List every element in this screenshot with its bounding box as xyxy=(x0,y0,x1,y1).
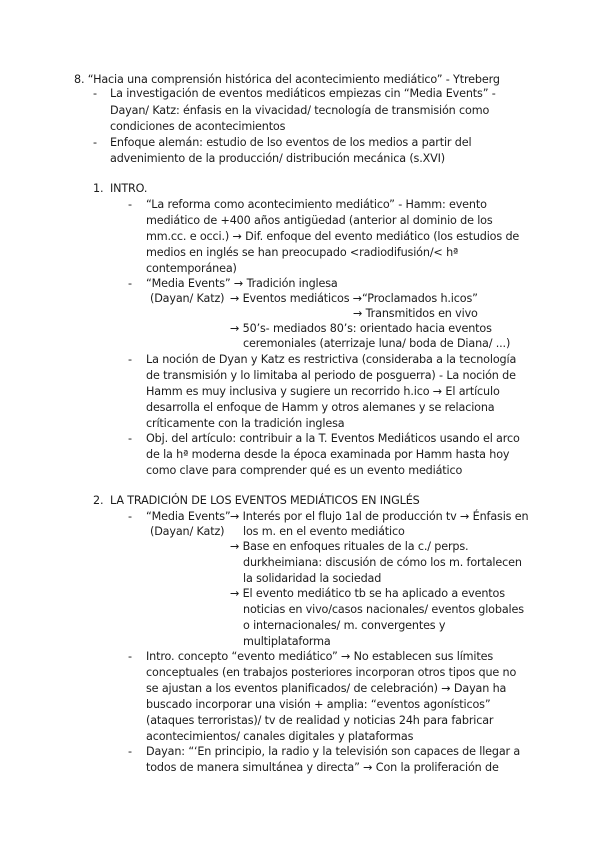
bullet-dash: - xyxy=(128,198,133,211)
s2-bullet-2-line: (ataques terroristas)/ tv de realidad y noticias 24h para fabricar xyxy=(146,714,494,727)
s2-bullet-2-line: conceptuales (en trabajos posteriores incorporan otros tipos que no xyxy=(146,666,517,679)
bullet-dash: - xyxy=(128,510,133,523)
section-2-title: LA TRADICIÓN DE LOS EVENTOS MEDIÁTICOS EN INGLÉS xyxy=(110,494,420,507)
bullet-dash: - xyxy=(128,277,133,290)
s2-bullet-3-line: Dayan: “‘En principio, la radio y la televisión son capaces de llegar a xyxy=(146,745,521,758)
bullet-dash: - xyxy=(93,136,98,149)
s1-bullet-3-line: La noción de Dyan y Katz es restrictiva (consideraba a la tecnología xyxy=(146,353,517,366)
bullet-dash: - xyxy=(128,353,133,366)
s1-bullet-4-line: Obj. del artículo: contribuir a la T. Eventos Mediáticos usando el arco xyxy=(146,432,520,445)
s2-arrow-3-line: noticias en vivo/casos nacionales/ eventos globales xyxy=(243,603,524,616)
s1-bullet-1-line: contemporánea) xyxy=(146,262,237,275)
s1-media-events-line: “Media Events” → Tradición inglesa xyxy=(146,277,338,290)
s2-bullet-2-line: se ajustan a los eventos planificados/ de celebración) → Dayan ha xyxy=(146,682,507,695)
bullet-dash: - xyxy=(128,745,133,758)
s1-bullet-3-line: Hamm es muy inclusiva y sugiere un recorrido h.ico → El artículo xyxy=(146,385,500,398)
s1-bullet-4-line: de la hª moderna desde la época examinada por Hamm hasta hoy xyxy=(146,448,510,461)
s2-arrow-3-line: multiplataforma xyxy=(243,635,331,648)
s2-arrow-2-line: durkheimiana: discusión de cómo los m. fortalecen xyxy=(243,556,522,569)
s1-bullet-1-line: medios en inglés se han preocupado <radiodifusión/< hª xyxy=(146,246,459,259)
s1-bullet-3-line: desarrolla el enfoque de Hamm y otros alemanes y se relaciona xyxy=(146,401,495,414)
s2-arrow-2-line: la solidaridad la sociedad xyxy=(243,572,382,585)
intro-bullet-1-line: La investigación de eventos mediáticos empiezas cin “Media Events” - xyxy=(110,87,496,100)
s1-transmitidos-line: → Transmitidos en vivo xyxy=(353,307,478,320)
s2-bullet-2-line: Intro. concepto “evento mediático” → No establecen sus límites xyxy=(146,650,494,663)
s1-bullet-1-line: mm.cc. e occi.) → Dif. enfoque del evento mediático (los estudios de xyxy=(146,230,520,243)
s2-bullet-3-line: todos de manera simultánea y directa” → Con la proliferación de xyxy=(146,761,499,774)
s1-50s-line: ceremoniales (aterrizaje luna/ boda de Diana/ ...) xyxy=(243,337,511,350)
document-heading: 8. “Hacia una comprensión histórica del acontecimiento mediático” - Ytreberg xyxy=(74,73,500,86)
section-1-title: INTRO. xyxy=(110,182,148,195)
s1-bullet-1-line: mediático de +400 años antigüedad (anterior al dominio de los xyxy=(146,214,493,227)
s2-arrow-1-line: → Interés por el flujo 1al de producción tv → Énfasis en xyxy=(230,510,529,523)
section-2-number: 2. xyxy=(93,494,104,507)
intro-bullet-1-line: condiciones de acontecimientos xyxy=(110,120,286,133)
section-1-number: 1. xyxy=(93,182,104,195)
intro-bullet-2-line: Enfoque alemán: estudio de lso eventos de los medios a partir del xyxy=(110,136,472,149)
s2-bullet-2-line: acontecimientos/ canales digitales y plataformas xyxy=(146,730,414,743)
s1-50s-line: → 50’s- mediados 80’s: orientado hacia eventos xyxy=(230,322,492,335)
s2-dayan-katz-label: (Dayan/ Katz) xyxy=(150,525,225,538)
bullet-dash: - xyxy=(128,650,133,663)
s2-arrow-2-line: → Base en enfoques rituales de la c./ perps. xyxy=(230,540,469,553)
s1-bullet-4-line: como clave para comprender qué es un evento mediático xyxy=(146,464,463,477)
s2-arrow-3-line: o internacionales/ m. convergentes y xyxy=(243,619,446,632)
s2-arrow-1-line: los m. en el evento mediático xyxy=(243,525,405,538)
bullet-dash: - xyxy=(128,432,133,445)
s1-eventos-mediaticos-line: → Eventos mediáticos →“Proclamados h.icos” xyxy=(230,292,478,305)
s2-arrow-3-line: → El evento mediático tb se ha aplicado a eventos xyxy=(230,587,505,600)
s2-media-events-label: “Media Events” xyxy=(146,510,231,523)
s1-bullet-1-line: “La reforma como acontecimiento mediático” - Hamm: evento xyxy=(146,198,487,211)
s1-bullet-3-line: críticamente con la tradición inglesa xyxy=(146,417,345,430)
s1-bullet-3-line: de transmisión y lo limitaba al periodo de posguerra) - La noción de xyxy=(146,369,516,382)
bullet-dash: - xyxy=(93,87,98,100)
intro-bullet-1-line: Dayan/ Katz: énfasis en la vivacidad/ tecnología de transmisión como xyxy=(110,104,490,117)
intro-bullet-2-line: advenimiento de la producción/ distribución mecánica (s.XVI) xyxy=(110,152,446,165)
s1-dayan-katz-label: (Dayan/ Katz) xyxy=(150,292,225,305)
s2-bullet-2-line: buscado incorporar una visión + amplia: “eventos agonísticos” xyxy=(146,698,491,711)
